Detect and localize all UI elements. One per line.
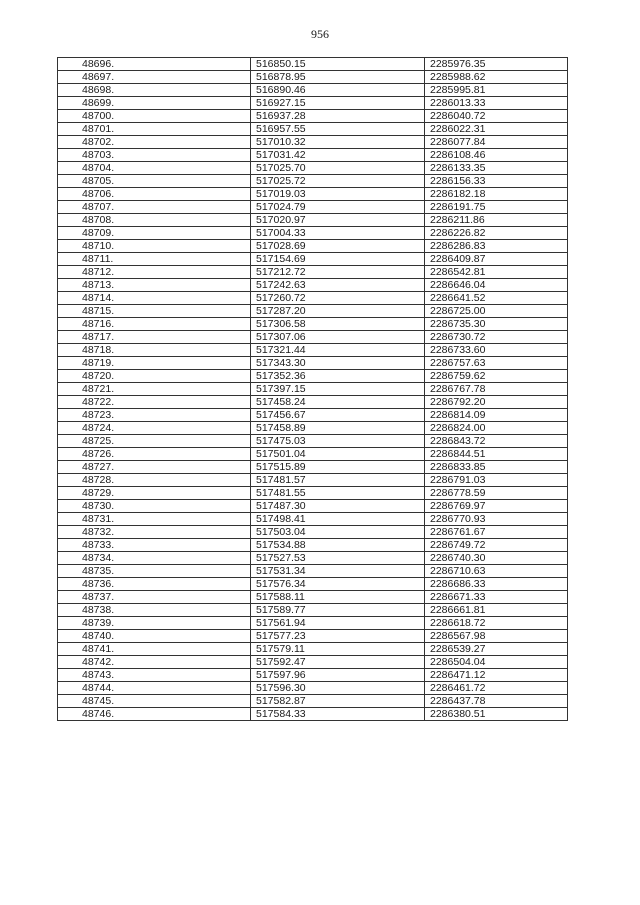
y-coordinate-cell: 2286814.09	[425, 409, 568, 422]
point-number-cell: 48718.	[58, 344, 251, 357]
table-row	[58, 84, 568, 97]
point-number-cell: 48722.	[58, 396, 251, 409]
table-row	[58, 539, 568, 552]
x-coordinate-cell: 517456.67	[251, 409, 425, 422]
table-row	[58, 578, 568, 591]
y-coordinate-cell: 2286108.46	[425, 149, 568, 162]
y-coordinate-cell: 2286409.87	[425, 253, 568, 266]
y-coordinate-cell: 2286767.78	[425, 383, 568, 396]
x-coordinate-cell: 517498.41	[251, 513, 425, 526]
y-coordinate-cell: 2286791.03	[425, 474, 568, 487]
point-number-cell: 48732.	[58, 526, 251, 539]
y-coordinate-cell: 2286770.93	[425, 513, 568, 526]
x-coordinate-cell: 517458.89	[251, 422, 425, 435]
x-coordinate-cell: 517004.33	[251, 227, 425, 240]
table-row	[58, 474, 568, 487]
table-row	[58, 487, 568, 500]
point-number-cell: 48716.	[58, 318, 251, 331]
table-row	[58, 331, 568, 344]
x-coordinate-cell: 517260.72	[251, 292, 425, 305]
x-coordinate-cell: 516927.15	[251, 97, 425, 110]
point-number-cell: 48740.	[58, 630, 251, 643]
x-coordinate-cell: 516937.28	[251, 110, 425, 123]
table-row	[58, 591, 568, 604]
y-coordinate-cell: 2286077.84	[425, 136, 568, 149]
page-number: 956	[311, 27, 329, 41]
x-coordinate-cell: 517589.77	[251, 604, 425, 617]
x-coordinate-cell: 516890.46	[251, 84, 425, 97]
table-row	[58, 656, 568, 669]
y-coordinate-cell: 2286686.33	[425, 578, 568, 591]
point-number-cell: 48706.	[58, 188, 251, 201]
x-coordinate-cell: 517020.97	[251, 214, 425, 227]
x-coordinate-cell: 517154.69	[251, 253, 425, 266]
y-coordinate-cell: 2286824.00	[425, 422, 568, 435]
y-coordinate-cell: 2286567.98	[425, 630, 568, 643]
x-coordinate-cell: 517397.15	[251, 383, 425, 396]
x-coordinate-cell: 517579.11	[251, 643, 425, 656]
y-coordinate-cell: 2286761.67	[425, 526, 568, 539]
y-coordinate-cell: 2286471.12	[425, 669, 568, 682]
y-coordinate-cell: 2286735.30	[425, 318, 568, 331]
point-number-cell: 48707.	[58, 201, 251, 214]
y-coordinate-cell: 2286730.72	[425, 331, 568, 344]
y-coordinate-cell: 2286759.62	[425, 370, 568, 383]
point-number-cell: 48696.	[58, 58, 251, 71]
y-coordinate-cell: 2286191.75	[425, 201, 568, 214]
table-row	[58, 58, 568, 71]
table-row	[58, 630, 568, 643]
table-row	[58, 136, 568, 149]
x-coordinate-cell: 517527.53	[251, 552, 425, 565]
point-number-cell: 48715.	[58, 305, 251, 318]
table-row	[58, 110, 568, 123]
x-coordinate-cell: 517481.55	[251, 487, 425, 500]
x-coordinate-cell: 517024.79	[251, 201, 425, 214]
point-number-cell: 48746.	[58, 708, 251, 721]
table-row	[58, 357, 568, 370]
x-coordinate-cell: 516850.15	[251, 58, 425, 71]
point-number-cell: 48705.	[58, 175, 251, 188]
y-coordinate-cell: 2286040.72	[425, 110, 568, 123]
point-number-cell: 48733.	[58, 539, 251, 552]
point-number-cell: 48728.	[58, 474, 251, 487]
point-number-cell: 48721.	[58, 383, 251, 396]
table-row	[58, 708, 568, 721]
x-coordinate-cell: 517481.57	[251, 474, 425, 487]
point-number-cell: 48730.	[58, 500, 251, 513]
table-row	[58, 396, 568, 409]
point-number-cell: 48704.	[58, 162, 251, 175]
table-row	[58, 552, 568, 565]
x-coordinate-cell: 517343.30	[251, 357, 425, 370]
table-row	[58, 617, 568, 630]
y-coordinate-cell: 2285995.81	[425, 84, 568, 97]
point-number-cell: 48710.	[58, 240, 251, 253]
y-coordinate-cell: 2286843.72	[425, 435, 568, 448]
table-row	[58, 201, 568, 214]
y-coordinate-cell: 2286778.59	[425, 487, 568, 500]
table-row	[58, 643, 568, 656]
point-number-cell: 48745.	[58, 695, 251, 708]
x-coordinate-cell: 517534.88	[251, 539, 425, 552]
point-number-cell: 48725.	[58, 435, 251, 448]
table-row	[58, 682, 568, 695]
table-row	[58, 513, 568, 526]
table-row	[58, 461, 568, 474]
y-coordinate-cell: 2286211.86	[425, 214, 568, 227]
point-number-cell: 48742.	[58, 656, 251, 669]
point-number-cell: 48739.	[58, 617, 251, 630]
x-coordinate-cell: 517561.94	[251, 617, 425, 630]
y-coordinate-cell: 2286641.52	[425, 292, 568, 305]
point-number-cell: 48735.	[58, 565, 251, 578]
table-row	[58, 695, 568, 708]
x-coordinate-cell: 517321.44	[251, 344, 425, 357]
x-coordinate-cell: 517582.87	[251, 695, 425, 708]
y-coordinate-cell: 2286226.82	[425, 227, 568, 240]
x-coordinate-cell: 517487.30	[251, 500, 425, 513]
table-row	[58, 279, 568, 292]
x-coordinate-cell: 517515.89	[251, 461, 425, 474]
point-number-cell: 48702.	[58, 136, 251, 149]
x-coordinate-cell: 517352.36	[251, 370, 425, 383]
x-coordinate-cell: 517028.69	[251, 240, 425, 253]
point-number-cell: 48727.	[58, 461, 251, 474]
x-coordinate-cell: 517577.23	[251, 630, 425, 643]
table-row	[58, 214, 568, 227]
table-row	[58, 344, 568, 357]
x-coordinate-cell: 517503.04	[251, 526, 425, 539]
table-row	[58, 240, 568, 253]
table-row	[58, 71, 568, 84]
point-number-cell: 48737.	[58, 591, 251, 604]
table-row	[58, 162, 568, 175]
y-coordinate-cell: 2286133.35	[425, 162, 568, 175]
point-number-cell: 48736.	[58, 578, 251, 591]
point-number-cell: 48708.	[58, 214, 251, 227]
y-coordinate-cell: 2286769.97	[425, 500, 568, 513]
point-number-cell: 48729.	[58, 487, 251, 500]
y-coordinate-cell: 2286833.85	[425, 461, 568, 474]
table-row	[58, 305, 568, 318]
x-coordinate-cell: 516957.55	[251, 123, 425, 136]
y-coordinate-cell: 2286380.51	[425, 708, 568, 721]
y-coordinate-cell: 2286646.04	[425, 279, 568, 292]
x-coordinate-cell: 517025.70	[251, 162, 425, 175]
y-coordinate-cell: 2286618.72	[425, 617, 568, 630]
table-row	[58, 435, 568, 448]
table-row	[58, 383, 568, 396]
point-number-cell: 48717.	[58, 331, 251, 344]
y-coordinate-cell: 2286013.33	[425, 97, 568, 110]
y-coordinate-cell: 2285976.35	[425, 58, 568, 71]
table-row	[58, 565, 568, 578]
y-coordinate-cell: 2286733.60	[425, 344, 568, 357]
point-number-cell: 48698.	[58, 84, 251, 97]
coordinates-table	[57, 57, 568, 721]
y-coordinate-cell: 2286710.63	[425, 565, 568, 578]
point-number-cell: 48724.	[58, 422, 251, 435]
point-number-cell: 48734.	[58, 552, 251, 565]
coordinates-table-body	[58, 58, 568, 721]
table-row	[58, 669, 568, 682]
x-coordinate-cell: 516878.95	[251, 71, 425, 84]
y-coordinate-cell: 2286749.72	[425, 539, 568, 552]
point-number-cell: 48701.	[58, 123, 251, 136]
x-coordinate-cell: 517031.42	[251, 149, 425, 162]
point-number-cell: 48713.	[58, 279, 251, 292]
y-coordinate-cell: 2286725.00	[425, 305, 568, 318]
y-coordinate-cell: 2286757.63	[425, 357, 568, 370]
table-row	[58, 422, 568, 435]
point-number-cell: 48714.	[58, 292, 251, 305]
x-coordinate-cell: 517307.06	[251, 331, 425, 344]
x-coordinate-cell: 517531.34	[251, 565, 425, 578]
x-coordinate-cell: 517576.34	[251, 578, 425, 591]
point-number-cell: 48699.	[58, 97, 251, 110]
point-number-cell: 48744.	[58, 682, 251, 695]
table-row	[58, 409, 568, 422]
y-coordinate-cell: 2286661.81	[425, 604, 568, 617]
table-row	[58, 175, 568, 188]
table-row	[58, 188, 568, 201]
point-number-cell: 48741.	[58, 643, 251, 656]
table-row	[58, 318, 568, 331]
y-coordinate-cell: 2286437.78	[425, 695, 568, 708]
point-number-cell: 48711.	[58, 253, 251, 266]
x-coordinate-cell: 517584.33	[251, 708, 425, 721]
y-coordinate-cell: 2285988.62	[425, 71, 568, 84]
y-coordinate-cell: 2286461.72	[425, 682, 568, 695]
point-number-cell: 48731.	[58, 513, 251, 526]
table-row	[58, 500, 568, 513]
x-coordinate-cell: 517287.20	[251, 305, 425, 318]
point-number-cell: 48738.	[58, 604, 251, 617]
x-coordinate-cell: 517458.24	[251, 396, 425, 409]
point-number-cell: 48712.	[58, 266, 251, 279]
y-coordinate-cell: 2286182.18	[425, 188, 568, 201]
y-coordinate-cell: 2286542.81	[425, 266, 568, 279]
point-number-cell: 48723.	[58, 409, 251, 422]
table-row	[58, 266, 568, 279]
table-row	[58, 604, 568, 617]
x-coordinate-cell: 517475.03	[251, 435, 425, 448]
y-coordinate-cell: 2286740.30	[425, 552, 568, 565]
point-number-cell: 48700.	[58, 110, 251, 123]
point-number-cell: 48726.	[58, 448, 251, 461]
x-coordinate-cell: 517212.72	[251, 266, 425, 279]
x-coordinate-cell: 517592.47	[251, 656, 425, 669]
table-row	[58, 370, 568, 383]
point-number-cell: 48720.	[58, 370, 251, 383]
table-row	[58, 253, 568, 266]
point-number-cell: 48697.	[58, 71, 251, 84]
table-row	[58, 227, 568, 240]
y-coordinate-cell: 2286156.33	[425, 175, 568, 188]
point-number-cell: 48709.	[58, 227, 251, 240]
point-number-cell: 48743.	[58, 669, 251, 682]
x-coordinate-cell: 517010.32	[251, 136, 425, 149]
x-coordinate-cell: 517019.03	[251, 188, 425, 201]
table-row	[58, 97, 568, 110]
x-coordinate-cell: 517501.04	[251, 448, 425, 461]
table-row	[58, 526, 568, 539]
y-coordinate-cell: 2286539.27	[425, 643, 568, 656]
x-coordinate-cell: 517597.96	[251, 669, 425, 682]
y-coordinate-cell: 2286504.04	[425, 656, 568, 669]
table-row	[58, 292, 568, 305]
point-number-cell: 48703.	[58, 149, 251, 162]
point-number-cell: 48719.	[58, 357, 251, 370]
y-coordinate-cell: 2286844.51	[425, 448, 568, 461]
x-coordinate-cell: 517306.58	[251, 318, 425, 331]
table-row	[58, 149, 568, 162]
x-coordinate-cell: 517596.30	[251, 682, 425, 695]
y-coordinate-cell: 2286671.33	[425, 591, 568, 604]
x-coordinate-cell: 517242.63	[251, 279, 425, 292]
table-row	[58, 448, 568, 461]
y-coordinate-cell: 2286792.20	[425, 396, 568, 409]
x-coordinate-cell: 517588.11	[251, 591, 425, 604]
y-coordinate-cell: 2286022.31	[425, 123, 568, 136]
table-row	[58, 123, 568, 136]
y-coordinate-cell: 2286286.83	[425, 240, 568, 253]
x-coordinate-cell: 517025.72	[251, 175, 425, 188]
